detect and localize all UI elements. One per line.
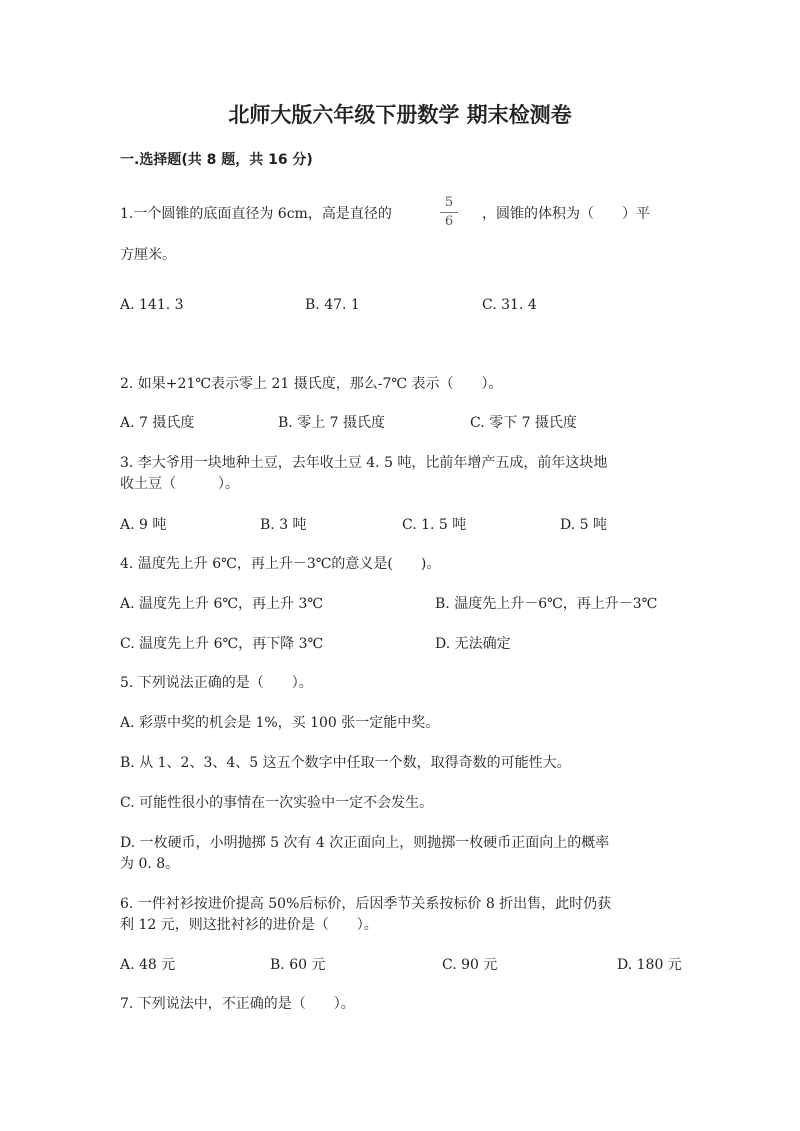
question-3-text: 3. 李大爷用一块地种土豆，去年收土豆 4. 5 吨，比前年增产五成，前年这块地 [120, 455, 608, 471]
question-1-text-line2: 方厘米。 [120, 247, 176, 263]
question-1-option-b[interactable]: B. 47. 1 [305, 297, 360, 313]
question-4-option-a[interactable]: A. 温度先上升 6℃，再上升 3℃ [120, 596, 324, 612]
question-5-option-d-line2: 为 0. 8。 [120, 856, 180, 872]
question-3-text-line2: 收土豆（ ）。 [120, 476, 239, 492]
fraction-bar [440, 212, 458, 213]
question-4-option-d[interactable]: D. 无法确定 [435, 636, 511, 652]
question-3-option-c[interactable]: C. 1. 5 吨 [402, 517, 467, 533]
question-4-option-c[interactable]: C. 温度先上升 6℃，再下降 3℃ [120, 636, 324, 652]
question-5-option-d[interactable]: D. 一枚硬币，小明抛掷 5 次有 4 次正面向上，则抛掷一枚硬币正面向上的概率 [120, 835, 610, 851]
page-title: 北师大版六年级下册数学 期末检测卷 [228, 103, 572, 127]
question-3-option-d[interactable]: D. 5 吨 [560, 517, 607, 533]
question-6-option-c[interactable]: C. 90 元 [442, 957, 498, 973]
question-5-text: 5. 下列说法正确的是（ ）。 [120, 675, 313, 691]
question-3-option-a[interactable]: A. 9 吨 [120, 517, 167, 533]
fraction-five-sixths [440, 196, 458, 229]
question-6-option-a[interactable]: A. 48 元 [120, 957, 176, 973]
question-1-text: 1.一个圆锥的底面直径为 6cm，高是直径的 [120, 206, 392, 222]
question-4-option-b[interactable]: B. 温度先上升－6℃，再上升－3℃ [435, 596, 658, 612]
question-2-option-c[interactable]: C. 零下 7 摄氏度 [470, 415, 577, 431]
question-6-option-b[interactable]: B. 60 元 [270, 957, 326, 973]
question-2-option-b[interactable]: B. 零上 7 摄氏度 [278, 415, 385, 431]
question-3-option-b[interactable]: B. 3 吨 [260, 517, 307, 533]
question-1-option-c[interactable]: C. 31. 4 [482, 297, 537, 313]
question-7-text: 7. 下列说法中，不正确的是（ ）。 [120, 996, 355, 1012]
fraction-numerator: 5 [444, 195, 454, 210]
question-5-option-a[interactable]: A. 彩票中奖的机会是 1%，买 100 张一定能中奖。 [120, 715, 440, 731]
question-4-text: 4. 温度先上升 6℃，再上升－3℃的意义是( )。 [120, 556, 441, 572]
question-1-text-continued: ，圆锥的体积为（ ）平 [482, 206, 650, 222]
question-5-option-c[interactable]: C. 可能性很小的事情在一次实验中一定不会发生。 [120, 795, 434, 811]
question-2-option-a[interactable]: A. 7 摄氏度 [120, 415, 195, 431]
question-6-text-line2: 利 12 元，则这批衬衫的进价是（ ）。 [120, 917, 378, 933]
section-heading: 一.选择题(共 8 题，共 16 分) [120, 152, 313, 168]
question-2-text: 2. 如果+21℃表示零上 21 摄氏度，那么-7℃ 表示（ ）。 [120, 376, 503, 392]
question-6-text: 6. 一件衬衫按进价提高 50%后标价，后因季节关系按标价 8 折出售，此时仍获 [120, 896, 612, 912]
question-5-option-b[interactable]: B. 从 1、2、3、4、5 这五个数字中任取一个数，取得奇数的可能性大。 [120, 755, 571, 771]
fraction-denominator: 6 [444, 214, 454, 229]
question-1-option-a[interactable]: A. 141. 3 [120, 297, 184, 313]
question-6-option-d[interactable]: D. 180 元 [617, 957, 682, 973]
